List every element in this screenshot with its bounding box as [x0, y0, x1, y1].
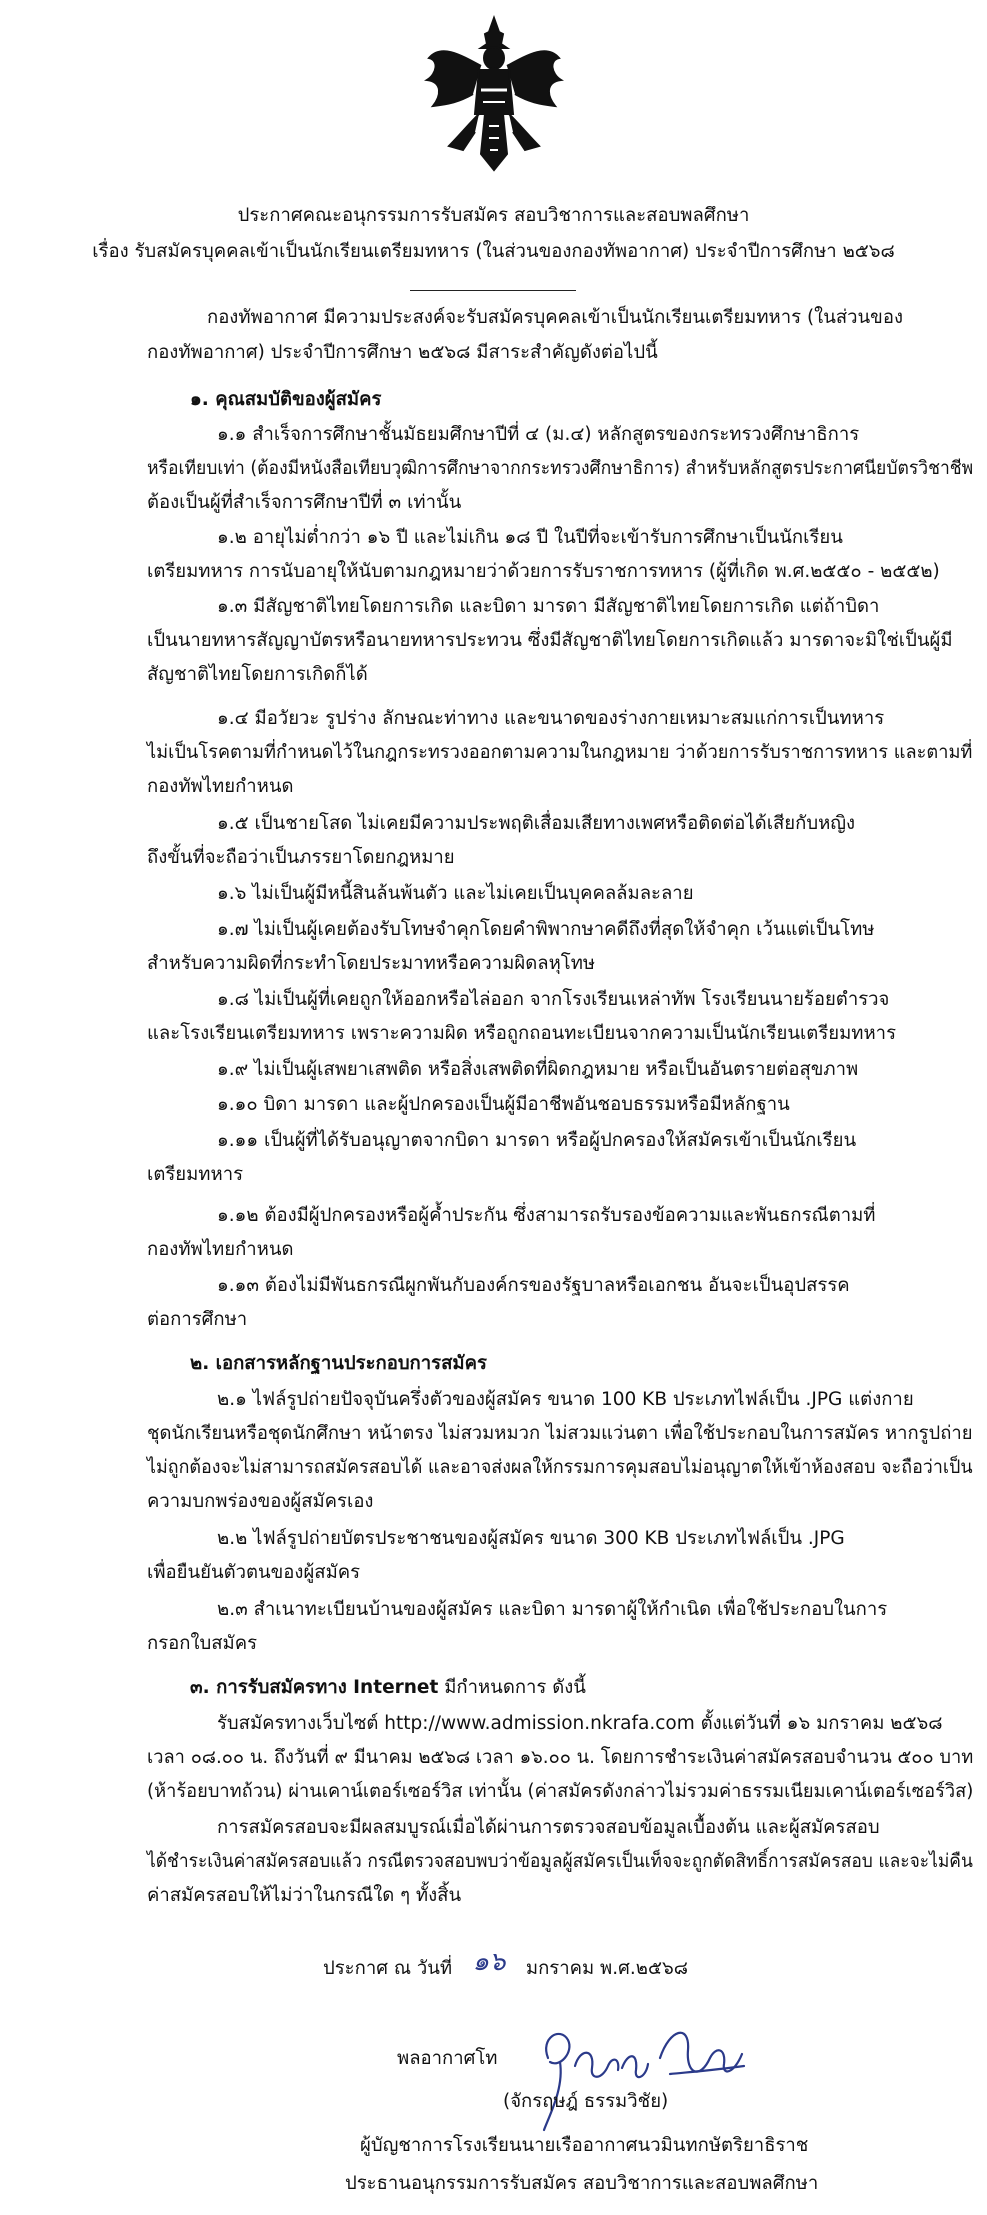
clause-line: ๑.๙ ไม่เป็นผู้เสพยาเสพติด หรือสิ่งเสพติดที่ผิดกฎหมาย หรือเป็นอันตรายต่อสุขภาพ	[217, 1059, 859, 1080]
clause-line: ๒.๓ สำเนาทะเบียนบ้านของผู้สมัคร และบิดา มารดาผู้ให้กำเนิด เพื่อใช้ประกอบในการ	[217, 1599, 888, 1620]
clause-line: (ห้าร้อยบาทถ้วน) ผ่านเคาน์เตอร์เซอร์วิส เท่านั้น (ค่าสมัครดังกล่าวไม่รวมค่าธรรมเนียมเคาน์เตอร์เซอร์วิส)	[147, 1781, 974, 1802]
clause-line: เตรียมทหาร การนับอายุให้นับตามกฎหมายว่าด้วยการรับราชการทหาร (ผู้ที่เกิด พ.ศ.๒๕๕๐ - ๒๕๕๒)	[147, 561, 940, 582]
section-heading-tail: มีกำหนดการ ดังนี้	[438, 1677, 586, 1698]
dateline-suffix: มกราคม พ.ศ.๒๕๖๘	[525, 1958, 688, 1979]
garuda-emblem-icon	[419, 14, 569, 174]
dateline-prefix: ประกาศ ณ วันที่	[323, 1958, 453, 1979]
clause-line: ค่าสมัครสอบให้ไม่ว่าในกรณีใด ๆ ทั้งสิ้น	[147, 1885, 462, 1906]
clause-line: ๑.๑๐ บิดา มารดา และผู้ปกครองเป็นผู้มีอาชีพอันชอบธรรมหรือมีหลักฐาน	[217, 1094, 790, 1115]
section-heading: ๒. เอกสารหลักฐานประกอบการสมัคร	[190, 1353, 487, 1374]
clause-line: ได้ชำระเงินค่าสมัครสอบแล้ว กรณีตรวจสอบพบว่าข้อมูลผู้สมัครเป็นเท็จจะถูกตัดสิทธิ์การสมัครสอบ และจะไม่คืน	[147, 1851, 973, 1872]
clause-line: ๒.๒ ไฟล์รูปถ่ายบัตรประชาชนของผู้สมัคร ขนาด 300 KB ประเภทไฟล์เป็น .JPG	[217, 1528, 845, 1549]
clause-line: และโรงเรียนเตรียมทหาร เพราะความผิด หรือถูกถอนทะเบียนจากความเป็นนักเรียนเตรียมทหาร	[147, 1023, 897, 1044]
clause-line: ต้องเป็นผู้ที่สำเร็จการศึกษาปีที่ ๓ เท่านั้น	[147, 492, 462, 513]
clause-line: ๑.๘ ไม่เป็นผู้ที่เคยถูกให้ออกหรือไล่ออก จากโรงเรียนเหล่าทัพ โรงเรียนนายร้อยตำรวจ	[217, 989, 890, 1010]
clause-line: ๑.๕ เป็นชายโสด ไม่เคยมีความประพฤติเสื่อมเสียทางเพศหรือติดต่อได้เสียกับหญิง	[217, 813, 856, 834]
dateline-day: ๑๖	[472, 1947, 506, 1977]
announcement-title: ประกาศคณะอนุกรรมการรับสมัคร สอบวิชาการและสอบพลศึกษา	[237, 205, 750, 226]
clause-line: กรอกใบสมัคร	[147, 1633, 258, 1654]
clause-line: ๒.๑ ไฟล์รูปถ่ายปัจจุบันครึ่งตัวของผู้สมัคร ขนาด 100 KB ประเภทไฟล์เป็น .JPG แต่งกาย	[217, 1389, 914, 1410]
clause-line: ๑.๑๓ ต้องไม่มีพันธกรณีผูกพันกับองค์กรของรัฐบาลหรือเอกชน อันจะเป็นอุปสรรค	[217, 1275, 850, 1296]
clause-line: กองทัพไทยกำหนด	[147, 776, 294, 797]
clause-line: ไม่ถูกต้องจะไม่สามารถสมัครสอบได้ และอาจส่งผลให้กรรมการคุมสอบไม่อนุญาตให้เข้าห้องสอบ จะถือว่าเป็น	[147, 1457, 973, 1478]
clause-line: ๑.๔ มีอวัยวะ รูปร่าง ลักษณะท่าทาง และขนาดของร่างกายเหมาะสมแก่การเป็นทหาร	[217, 708, 885, 729]
dateline	[323, 1947, 688, 1982]
clause-line: ความบกพร่องของผู้สมัครเอง	[147, 1491, 374, 1512]
clause-line: ๑.๖ ไม่เป็นผู้มีหนี้สินล้นพ้นตัว และไม่เคยเป็นบุคคลล้มละลาย	[217, 883, 694, 904]
announcement-subject: เรื่อง รับสมัครบุคคลเข้าเป็นนักเรียนเตรียมทหาร (ในส่วนของกองทัพอากาศ) ประจำปีการศึกษา ๒๕๖๘	[92, 241, 895, 262]
clause-line: เป็นนายทหารสัญญาบัตรหรือนายทหารประทวน ซึ่งมีสัญชาติไทยโดยการเกิดแล้ว มารดาจะมิใช่เป็นผู้มี	[147, 630, 953, 651]
clause-line: ชุดนักเรียนหรือชุดนักศึกษา หน้าตรง ไม่สวมหมวก ไม่สวมแว่นตา เพื่อใช้ประกอบในการสมัคร หากรูปถ่าย	[147, 1423, 973, 1444]
clause-line: รับสมัครทางเว็บไซต์ http://www.admission.nkrafa.com ตั้งแต่วันที่ ๑๖ มกราคม ๒๕๖๘	[217, 1713, 943, 1734]
clause-line: ถึงขั้นที่จะถือว่าเป็นภรรยาโดยกฎหมาย	[147, 847, 455, 868]
signatory-position: ผู้บัญชาการโรงเรียนนายเรืออากาศนวมินทกษัตริยาธิราช	[360, 2135, 809, 2156]
clause-line: การสมัครสอบจะมีผลสมบูรณ์เมื่อได้ผ่านการตรวจสอบข้อมูลเบื้องต้น และผู้สมัครสอบ	[217, 1817, 880, 1838]
signatory-rank: พลอากาศโท	[397, 2048, 498, 2069]
header-divider	[410, 290, 576, 291]
signatory-name: (จักรฤษฎ์ ธรรมวิชัย)	[503, 2091, 669, 2112]
clause-line: เวลา ๐๘.๐๐ น. ถึงวันที่ ๙ มีนาคม ๒๕๖๘ เวลา ๑๖.๐๐ น. โดยการชำระเงินค่าสมัครสอบจำนวน ๕๐๐ บาท	[147, 1747, 974, 1768]
clause-line: สำหรับความผิดที่กระทำโดยประมาทหรือความผิดลหุโทษ	[147, 953, 596, 974]
section-heading-bold: ๓. การรับสมัครทาง Internet	[190, 1677, 439, 1698]
clause-line: ๑.๒ อายุไม่ต่ำกว่า ๑๖ ปี และไม่เกิน ๑๘ ปี ในปีที่จะเข้ารับการศึกษาเป็นนักเรียน	[217, 527, 843, 548]
clause-line: ต่อการศึกษา	[147, 1309, 248, 1330]
clause-line: เพื่อยืนยันตัวตนของผู้สมัคร	[147, 1562, 361, 1583]
intro-line: กองทัพอากาศ) ประจำปีการศึกษา ๒๕๖๘ มีสาระสำคัญดังต่อไปนี้	[147, 342, 658, 363]
clause-line: สัญชาติไทยโดยการเกิดก็ได้	[147, 664, 368, 685]
clause-line: ๑.๑๒ ต้องมีผู้ปกครองหรือผู้ค้ำประกัน ซึ่งสามารถรับรองข้อความและพันธกรณีตามที่	[217, 1205, 876, 1226]
intro-line: กองทัพอากาศ มีความประสงค์จะรับสมัครบุคคลเข้าเป็นนักเรียนเตรียมทหาร (ในส่วนของ	[207, 307, 903, 328]
signatory-position: ประธานอนุกรรมการรับสมัคร สอบวิชาการและสอบพลศึกษา	[345, 2173, 819, 2194]
section-heading: ๑. คุณสมบัติของผู้สมัคร	[190, 389, 382, 410]
clause-line: ๑.๑ สำเร็จการศึกษาชั้นมัธยมศึกษาปีที่ ๔ (ม.๔) หลักสูตรของกระทรวงศึกษาธิการ	[217, 424, 860, 445]
clause-line: ๑.๗ ไม่เป็นผู้เคยต้องรับโทษจำคุกโดยคำพิพากษาคดีถึงที่สุดให้จำคุก เว้นแต่เป็นโทษ	[217, 919, 875, 940]
clause-line: ๑.๑๑ เป็นผู้ที่ได้รับอนุญาตจากบิดา มารดา หรือผู้ปกครองให้สมัครเข้าเป็นนักเรียน	[217, 1130, 857, 1151]
clause-line: กองทัพไทยกำหนด	[147, 1239, 294, 1260]
clause-line: ไม่เป็นโรคตามที่กำหนดไว้ในกฎกระทรวงออกตามความในกฎหมาย ว่าด้วยการรับราชการทหาร และตามที่	[147, 742, 973, 763]
clause-line: หรือเทียบเท่า (ต้องมีหนังสือเทียบวุฒิการศึกษาจากกระทรวงศึกษาธิการ) สำหรับหลักสูตรประกาศนียบัตรวิชาชีพ	[147, 458, 974, 479]
clause-line: ๑.๓ มีสัญชาติไทยโดยการเกิด และบิดา มารดา มีสัญชาติไทยโดยการเกิด แต่ถ้าบิดา	[217, 596, 880, 617]
signature-scribble	[520, 2018, 750, 2138]
clause-line: เตรียมทหาร	[147, 1164, 244, 1185]
section-heading	[190, 1675, 586, 1701]
